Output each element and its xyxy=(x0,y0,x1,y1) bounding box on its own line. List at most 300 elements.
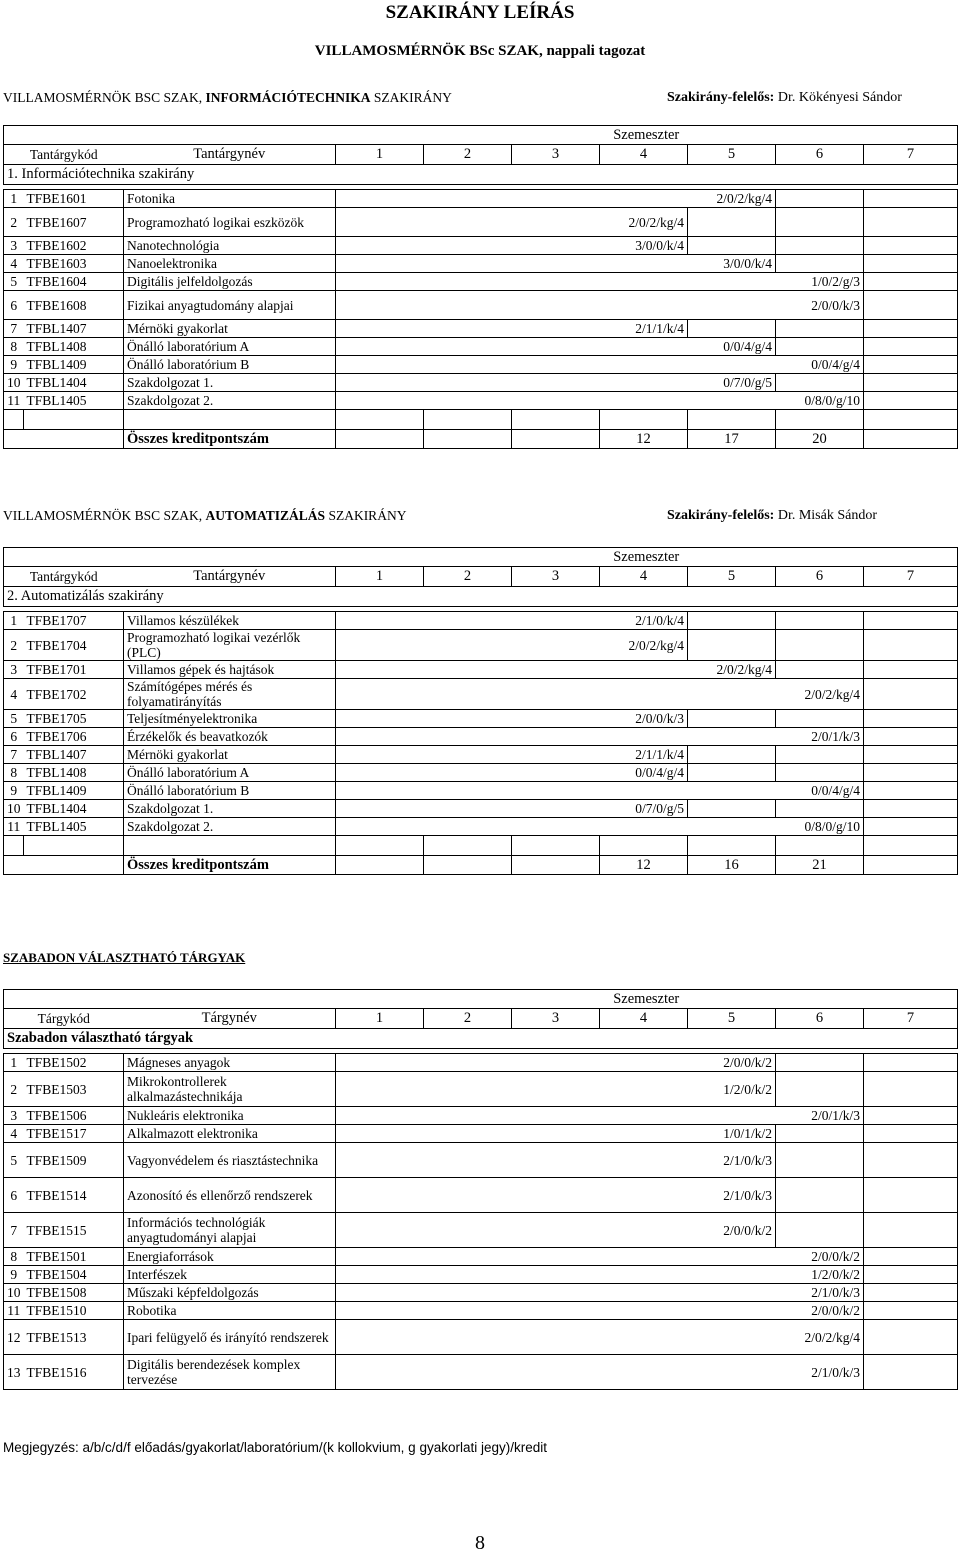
table-row xyxy=(4,392,958,410)
table-row xyxy=(4,320,958,338)
course-name: Alkalmazott elektronika xyxy=(124,1125,336,1143)
semester-cell-3 xyxy=(512,1355,600,1390)
semester-cell-3 xyxy=(512,661,600,679)
blank-cell xyxy=(4,430,24,449)
course-code: TFBL1407 xyxy=(24,320,124,338)
row-number: 8 xyxy=(4,338,24,356)
semester-cell-1 xyxy=(336,679,424,710)
semester-cell-4 xyxy=(600,356,688,374)
semester-cell-3 xyxy=(512,356,600,374)
course-credit-value: 1/0/2/g/3 xyxy=(776,273,864,291)
course-code: TFBE1517 xyxy=(24,1125,124,1143)
semester-cell-7 xyxy=(864,338,958,356)
semester-cell-2 xyxy=(424,291,512,320)
course-credit-value: 2/0/2/kg/4 xyxy=(688,190,776,208)
semester-cell-6 xyxy=(776,1213,864,1248)
course-name: Teljesítményelektronika xyxy=(124,710,336,728)
course-code: TFBE1603 xyxy=(24,255,124,273)
semester-cell-3 xyxy=(512,208,600,237)
group-title: Szabadon választható tárgyak xyxy=(4,1029,958,1049)
course-credit-value: 0/7/0/g/5 xyxy=(688,374,776,392)
course-name: Szakdolgozat 1. xyxy=(124,800,336,818)
semester-cell-7 xyxy=(864,1248,958,1266)
semester-cell-1 xyxy=(336,1355,424,1390)
total-value: 20 xyxy=(776,430,864,449)
semester-cell-7 xyxy=(864,291,958,320)
table-row xyxy=(4,800,958,818)
table-row xyxy=(4,612,958,630)
blank-cell xyxy=(124,990,336,1009)
semester-cell-7 xyxy=(864,1302,958,1320)
spacer-cell xyxy=(600,410,688,430)
course-name: Műszaki képfeldolgozás xyxy=(124,1284,336,1302)
course-credit-value: 2/0/0/k/2 xyxy=(688,1054,776,1072)
semester-cell-5 xyxy=(688,320,776,338)
semester-cell-1 xyxy=(336,1302,424,1320)
total-row xyxy=(4,430,958,449)
semester-cell-5 xyxy=(688,818,776,836)
course-code: TFBE1510 xyxy=(24,1302,124,1320)
spacer-cell xyxy=(864,410,958,430)
semester-cell-3 xyxy=(512,1320,600,1355)
course-credit-value: 1/2/0/k/2 xyxy=(688,1072,776,1107)
semester-cell-2 xyxy=(424,1054,512,1072)
table-row xyxy=(4,190,958,208)
row-number: 5 xyxy=(4,273,24,291)
table-row xyxy=(4,1355,958,1390)
course-code: TFBL1404 xyxy=(24,374,124,392)
course-code: TFBE1508 xyxy=(24,1284,124,1302)
semester-cell-2 xyxy=(424,1320,512,1355)
course-credit-value: 2/1/1/k/4 xyxy=(600,320,688,338)
course-code: TFBE1604 xyxy=(24,273,124,291)
semester-cell-1 xyxy=(336,273,424,291)
col-code-header: Tantárgykód xyxy=(4,567,124,587)
semester-cell-7 xyxy=(864,800,958,818)
semester-cell-5 xyxy=(688,273,776,291)
semester-cell-4 xyxy=(600,1213,688,1248)
course-credit-value: 2/0/2/kg/4 xyxy=(600,630,688,661)
semester-col-4: 4 xyxy=(600,567,688,587)
semester-cell-1 xyxy=(336,1266,424,1284)
course-code: TFBE1701 xyxy=(24,661,124,679)
table-row xyxy=(4,1248,958,1266)
semester-label: Szemeszter xyxy=(336,548,958,567)
total-label: Összes kreditpontszám xyxy=(124,856,336,875)
course-name: Villamos gépek és hajtások xyxy=(124,661,336,679)
course-code: TFBE1601 xyxy=(24,190,124,208)
total-cell xyxy=(512,856,600,875)
semester-cell-5 xyxy=(688,392,776,410)
table-row xyxy=(4,255,958,273)
table-row xyxy=(4,1107,958,1125)
semester-cell-3 xyxy=(512,237,600,255)
semester-cell-6 xyxy=(776,630,864,661)
semester-cell-2 xyxy=(424,338,512,356)
semester-cell-1 xyxy=(336,630,424,661)
semester-header-row xyxy=(4,126,958,145)
group-title: 1. Információtechnika szakirány xyxy=(4,165,958,185)
semester-cell-2 xyxy=(424,679,512,710)
total-cell xyxy=(512,430,600,449)
semester-cell-1 xyxy=(336,1284,424,1302)
semester-cell-4 xyxy=(600,679,688,710)
course-code: TFBL1405 xyxy=(24,818,124,836)
semester-cell-3 xyxy=(512,612,600,630)
group-title-row xyxy=(4,1029,958,1049)
semester-cell-7 xyxy=(864,728,958,746)
semester-cell-6 xyxy=(776,800,864,818)
semester-cell-2 xyxy=(424,1143,512,1178)
total-cell xyxy=(864,430,958,449)
semester-col-2: 2 xyxy=(424,145,512,165)
elective-title: SZABADON VÁLASZTHATÓ TÁRGYAK xyxy=(3,950,246,965)
semester-cell-3 xyxy=(512,728,600,746)
semester-cell-4 xyxy=(600,1072,688,1107)
course-name: Azonosító és ellenőrző rendszerek xyxy=(124,1178,336,1213)
semester-cell-5 xyxy=(688,237,776,255)
semester-label: Szemeszter xyxy=(336,990,958,1009)
semester-cell-3 xyxy=(512,1266,600,1284)
col-code-header: Tantárgykód xyxy=(4,145,124,165)
semester-cell-5 xyxy=(688,612,776,630)
semester-cell-2 xyxy=(424,764,512,782)
total-cell xyxy=(424,856,512,875)
course-name: Információs technológiák anyagtudományi alapjai xyxy=(124,1213,336,1248)
semester-cell-7 xyxy=(864,612,958,630)
page-title: SZAKIRÁNY LEÍRÁS xyxy=(385,2,575,23)
course-name: Szakdolgozat 1. xyxy=(124,374,336,392)
semester-cell-2 xyxy=(424,630,512,661)
semester-cell-2 xyxy=(424,1355,512,1390)
row-number: 1 xyxy=(4,190,24,208)
course-name: Érzékelők és beavatkozók xyxy=(124,728,336,746)
semester-cell-4 xyxy=(600,1284,688,1302)
row-number: 2 xyxy=(4,1072,24,1107)
semester-cell-5 xyxy=(688,208,776,237)
course-credit-value: 2/0/2/kg/4 xyxy=(688,661,776,679)
table-row xyxy=(4,1143,958,1178)
course-credit-value: 2/0/1/k/3 xyxy=(776,1107,864,1125)
semester-col-7: 7 xyxy=(864,1009,958,1029)
semester-cell-2 xyxy=(424,374,512,392)
semester-cell-2 xyxy=(424,728,512,746)
table-row xyxy=(4,630,958,661)
course-code: TFBE1503 xyxy=(24,1072,124,1107)
semester-cell-2 xyxy=(424,1302,512,1320)
semester-col-6: 6 xyxy=(776,567,864,587)
section-1-responsible: Szakirány-felelős: Dr. Kökényesi Sándor xyxy=(667,90,902,105)
semester-cell-3 xyxy=(512,818,600,836)
course-name: Nanoelektronika xyxy=(124,255,336,273)
row-number: 1 xyxy=(4,1054,24,1072)
row-number: 8 xyxy=(4,1248,24,1266)
row-number: 9 xyxy=(4,1266,24,1284)
semester-cell-3 xyxy=(512,782,600,800)
semester-cell-2 xyxy=(424,1213,512,1248)
row-number: 10 xyxy=(4,1284,24,1302)
semester-cell-3 xyxy=(512,764,600,782)
semester-cell-3 xyxy=(512,255,600,273)
row-number: 3 xyxy=(4,661,24,679)
semester-cell-1 xyxy=(336,1107,424,1125)
column-header-row xyxy=(4,567,958,587)
table-row xyxy=(4,338,958,356)
semester-cell-3 xyxy=(512,374,600,392)
row-number: 9 xyxy=(4,782,24,800)
column-header-row xyxy=(4,1009,958,1029)
semester-cell-1 xyxy=(336,710,424,728)
semester-cell-2 xyxy=(424,782,512,800)
semester-cell-3 xyxy=(512,1284,600,1302)
semester-cell-2 xyxy=(424,1072,512,1107)
spacer-cell xyxy=(776,836,864,856)
semester-col-7: 7 xyxy=(864,145,958,165)
course-code: TFBE1513 xyxy=(24,1320,124,1355)
semester-cell-4 xyxy=(600,255,688,273)
blank-cell xyxy=(4,126,24,145)
course-name: Digitális berendezések komplex tervezése xyxy=(124,1355,336,1390)
semester-cell-7 xyxy=(864,273,958,291)
semester-cell-7 xyxy=(864,630,958,661)
blank-cell xyxy=(24,126,124,145)
semester-cell-2 xyxy=(424,1178,512,1213)
course-name: Digitális jelfeldolgozás xyxy=(124,273,336,291)
semester-cell-7 xyxy=(864,1054,958,1072)
semester-cell-7 xyxy=(864,208,958,237)
table-row xyxy=(4,1125,958,1143)
row-number: 3 xyxy=(4,1107,24,1125)
course-name: Mérnöki gyakorlat xyxy=(124,746,336,764)
semester-cell-1 xyxy=(336,1178,424,1213)
course-name: Robotika xyxy=(124,1302,336,1320)
row-number: 3 xyxy=(4,237,24,255)
table-row xyxy=(4,237,958,255)
semester-cell-1 xyxy=(336,392,424,410)
course-credit-value: 2/0/0/k/2 xyxy=(776,1302,864,1320)
course-credit-value: 2/1/1/k/4 xyxy=(600,746,688,764)
semester-cell-3 xyxy=(512,630,600,661)
semester-cell-3 xyxy=(512,1213,600,1248)
row-number: 7 xyxy=(4,746,24,764)
row-number: 2 xyxy=(4,630,24,661)
total-value: 16 xyxy=(688,856,776,875)
semester-col-6: 6 xyxy=(776,1009,864,1029)
course-code: TFBL1408 xyxy=(24,764,124,782)
course-credit-value: 2/0/2/kg/4 xyxy=(776,1320,864,1355)
semester-cell-5 xyxy=(688,710,776,728)
semester-cell-1 xyxy=(336,1125,424,1143)
semester-cell-4 xyxy=(600,1355,688,1390)
total-cell xyxy=(336,430,424,449)
row-number: 12 xyxy=(4,1320,24,1355)
course-name: Energiaforrások xyxy=(124,1248,336,1266)
table-row xyxy=(4,1054,958,1072)
spacer-cell xyxy=(424,836,512,856)
semester-cell-1 xyxy=(336,291,424,320)
semester-cell-3 xyxy=(512,1248,600,1266)
semester-cell-6 xyxy=(776,1125,864,1143)
row-number: 7 xyxy=(4,320,24,338)
section-2-program: VILLAMOSMÉRNÖK BSC SZAK, AUTOMATIZÁLÁS SZAKIRÁNY xyxy=(3,508,407,523)
semester-cell-7 xyxy=(864,1355,958,1390)
column-header-row xyxy=(4,145,958,165)
course-name: Fotonika xyxy=(124,190,336,208)
row-number: 5 xyxy=(4,710,24,728)
semester-cell-6 xyxy=(776,1072,864,1107)
course-credit-value: 2/0/0/k/3 xyxy=(776,291,864,320)
course-code: TFBL1409 xyxy=(24,356,124,374)
semester-cell-2 xyxy=(424,800,512,818)
semester-cell-5 xyxy=(688,630,776,661)
semester-cell-5 xyxy=(688,728,776,746)
semester-cell-3 xyxy=(512,1107,600,1125)
course-name: Önálló laboratórium A xyxy=(124,764,336,782)
course-credit-value: 0/0/4/g/4 xyxy=(600,764,688,782)
course-name: Villamos készülékek xyxy=(124,612,336,630)
semester-cell-7 xyxy=(864,1072,958,1107)
semester-cell-3 xyxy=(512,679,600,710)
course-credit-value: 2/1/0/k/3 xyxy=(776,1355,864,1390)
semester-cell-6 xyxy=(776,338,864,356)
spacer-cell xyxy=(512,836,600,856)
semester-cell-7 xyxy=(864,1107,958,1125)
semester-cell-4 xyxy=(600,1125,688,1143)
course-name: Nukleáris elektronika xyxy=(124,1107,336,1125)
course-credit-value: 2/0/0/k/3 xyxy=(600,710,688,728)
semester-cell-2 xyxy=(424,320,512,338)
semester-cell-5 xyxy=(688,356,776,374)
spacer-cell xyxy=(688,836,776,856)
course-code: TFBE1705 xyxy=(24,710,124,728)
spacer-cell xyxy=(776,410,864,430)
semester-cell-6 xyxy=(776,710,864,728)
semester-cell-2 xyxy=(424,818,512,836)
semester-col-7: 7 xyxy=(864,567,958,587)
semester-cell-6 xyxy=(776,746,864,764)
course-code: TFBE1506 xyxy=(24,1107,124,1125)
spacer-cell xyxy=(600,836,688,856)
col-code-header: Tárgykód xyxy=(4,1009,124,1029)
section-2-responsible: Szakirány-felelős: Dr. Misák Sándor xyxy=(667,508,877,523)
semester-cell-4 xyxy=(600,1248,688,1266)
row-number: 5 xyxy=(4,1143,24,1178)
semester-cell-5 xyxy=(688,679,776,710)
course-name: Vagyonvédelem és riasztástechnika xyxy=(124,1143,336,1178)
course-code: TFBE1707 xyxy=(24,612,124,630)
spacer-cell xyxy=(124,836,336,856)
semester-col-5: 5 xyxy=(688,145,776,165)
table-row xyxy=(4,1266,958,1284)
course-code: TFBL1407 xyxy=(24,746,124,764)
semester-cell-7 xyxy=(864,1213,958,1248)
semester-cell-7 xyxy=(864,1266,958,1284)
table-row xyxy=(4,728,958,746)
semester-label: Szemeszter xyxy=(336,126,958,145)
course-credit-value: 2/0/0/k/2 xyxy=(776,1248,864,1266)
page-subtitle: VILLAMOSMÉRNÖK BSc SZAK, nappali tagozat xyxy=(314,43,646,59)
semester-cell-7 xyxy=(864,1125,958,1143)
semester-cell-2 xyxy=(424,190,512,208)
row-number: 4 xyxy=(4,679,24,710)
semester-cell-1 xyxy=(336,1248,424,1266)
blank-cell xyxy=(4,990,24,1009)
spacer-cell xyxy=(124,410,336,430)
table-row xyxy=(4,746,958,764)
semester-cell-4 xyxy=(600,1266,688,1284)
spacer-cell xyxy=(864,836,958,856)
course-credit-value: 3/0/0/k/4 xyxy=(688,255,776,273)
semester-cell-7 xyxy=(864,374,958,392)
semester-cell-2 xyxy=(424,392,512,410)
semester-col-3: 3 xyxy=(512,145,600,165)
semester-cell-1 xyxy=(336,255,424,273)
row-number: 13 xyxy=(4,1355,24,1390)
semester-col-3: 3 xyxy=(512,1009,600,1029)
semester-cell-5 xyxy=(688,782,776,800)
course-code: TFBE1502 xyxy=(24,1054,124,1072)
semester-cell-5 xyxy=(688,1355,776,1390)
semester-cell-5 xyxy=(688,800,776,818)
semester-cell-5 xyxy=(688,291,776,320)
course-credit-value: 2/0/2/kg/4 xyxy=(776,679,864,710)
semester-col-6: 6 xyxy=(776,145,864,165)
semester-cell-2 xyxy=(424,1284,512,1302)
course-name: Programozható logikai eszközök xyxy=(124,208,336,237)
semester-cell-1 xyxy=(336,1054,424,1072)
semester-cell-6 xyxy=(776,1054,864,1072)
semester-cell-1 xyxy=(336,782,424,800)
row-number: 6 xyxy=(4,291,24,320)
blank-cell xyxy=(24,548,124,567)
semester-cell-4 xyxy=(600,1054,688,1072)
course-code: TFBE1608 xyxy=(24,291,124,320)
course-credit-value: 2/1/0/k/4 xyxy=(600,612,688,630)
semester-cell-4 xyxy=(600,392,688,410)
semester-cell-4 xyxy=(600,1178,688,1213)
course-name: Fizikai anyagtudomány alapjai xyxy=(124,291,336,320)
semester-cell-7 xyxy=(864,255,958,273)
semester-cell-4 xyxy=(600,1302,688,1320)
course-code: TFBL1408 xyxy=(24,338,124,356)
course-credit-value: 0/8/0/g/10 xyxy=(776,392,864,410)
spacer-cell xyxy=(336,410,424,430)
semester-cell-4 xyxy=(600,374,688,392)
course-code: TFBE1706 xyxy=(24,728,124,746)
table-row xyxy=(4,1178,958,1213)
total-value: 12 xyxy=(600,430,688,449)
spacer-cell xyxy=(336,836,424,856)
semester-cell-2 xyxy=(424,1107,512,1125)
spacer-row xyxy=(4,410,958,430)
table-row xyxy=(4,1302,958,1320)
semester-cell-1 xyxy=(336,728,424,746)
course-name: Önálló laboratórium B xyxy=(124,356,336,374)
row-number: 9 xyxy=(4,356,24,374)
course-code: TFBE1704 xyxy=(24,630,124,661)
col-name-header: Tantárgynév xyxy=(124,145,336,165)
semester-cell-3 xyxy=(512,1125,600,1143)
semester-cell-2 xyxy=(424,746,512,764)
total-label: Összes kreditpontszám xyxy=(124,430,336,449)
semester-cell-4 xyxy=(600,661,688,679)
col-name-header: Tárgynév xyxy=(124,1009,336,1029)
course-code: TFBE1515 xyxy=(24,1213,124,1248)
semester-cell-4 xyxy=(600,1143,688,1178)
course-credit-value: 0/0/4/g/4 xyxy=(776,782,864,800)
semester-cell-6 xyxy=(776,661,864,679)
total-value: 21 xyxy=(776,856,864,875)
